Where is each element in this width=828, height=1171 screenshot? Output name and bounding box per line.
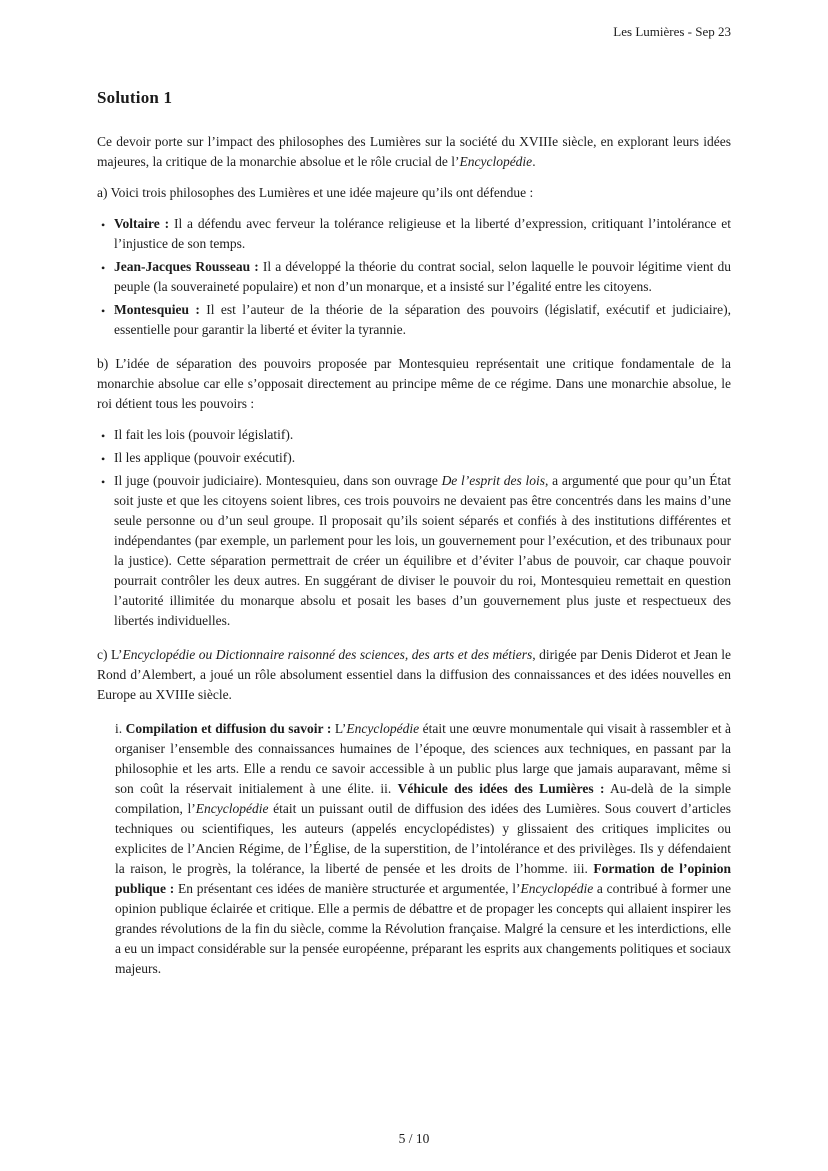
paragraph <box>97 354 731 414</box>
text-segment: Au-delà de la simple compilation, l’ <box>115 781 731 816</box>
bullet-list <box>97 214 731 340</box>
text-segment: , a argumenté que pour qu’un État soit juste et que les citoyens soient libres, ces trois pouvoirs ne devaient pas être concentrés dans les mains d’une seule personne ou d’un seul groupe. Il proposait qu’ils soient séparés et confiés à des institutions différentes et indépendantes (par exemple, un parlement pour les lois, un gouvernement pour l’exécution, et des tribunaux pour la justice). Cette séparation permettrait de créer un équilibre et d’éviter l’abus de pouvoir, car chaque pouvoir pourrait contrôler les deux autres. En suggérant de diviser le pouvoir du roi, Montesquieu remettait en question l’autorité illimitée du monarque absolu et posait les bases d’un gouvernement plus juste et respectueux des libertés individuelles. <box>114 473 731 628</box>
list-item <box>97 425 731 445</box>
list-item <box>97 300 731 340</box>
paragraph <box>97 183 731 203</box>
italic-text-segment: Encyclopédie ou Dictionnaire raisonné des sciences, des arts et des métiers <box>122 647 533 662</box>
text-segment: Il les applique (pouvoir exécutif). <box>114 450 296 465</box>
text-segment: a) Voici trois philosophes des Lumières et une idée majeure qu’ils ont défendue : <box>97 185 534 200</box>
italic-text-segment: De l’esprit des lois <box>441 473 546 488</box>
text-segment: Il a défendu avec ferveur la tolérance religieuse et la liberté d’expression, critiquant l’intolérance et l’injustice de son temps. <box>114 216 731 251</box>
paragraph <box>97 645 731 705</box>
header-running-title: Les Lumières - Sep 23 <box>613 24 731 39</box>
bullet-list <box>97 425 731 631</box>
list-item <box>97 471 731 631</box>
text-segment: b) L’idée de séparation des pouvoirs proposée par Montesquieu représentait une critique fondamentale de la monarchie absolue car elle s’opposait directement au principe même de ce régime. Dans une monarchie absolue, le roi détient tous les pouvoirs : <box>97 356 731 411</box>
page-number: 5 / 10 <box>398 1131 430 1146</box>
text-segment: était une œuvre monumentale qui visait à rassembler et à organiser l’ensemble des connaissances humaines de l’époque, des sciences aux techniques, en passant par la philosophie et les arts. Elle a rendu ce savoir accessible à un public plus large que jamais auparavant, même si son coût la réservait initialement à une élite. ii. <box>115 721 731 796</box>
document-body <box>97 132 731 979</box>
document-content <box>97 88 731 990</box>
page-footer <box>0 1131 828 1147</box>
italic-text-segment: Encyclopédie <box>195 801 269 816</box>
text-segment: En présentant ces idées de manière structurée et argumentée, l’ <box>174 881 521 896</box>
italic-text-segment: Encyclopédie <box>520 881 594 896</box>
page-header <box>97 24 731 40</box>
text-segment: . <box>532 154 536 169</box>
text-segment: i. <box>115 721 126 736</box>
bold-text-segment: Véhicule des idées des Lumières : <box>397 781 605 796</box>
list-item <box>97 448 731 468</box>
list-item <box>97 214 731 254</box>
bold-text-segment: Jean-Jacques Rousseau : <box>114 259 259 274</box>
bold-text-segment: Montesquieu : <box>114 302 200 317</box>
italic-text-segment: Encyclopédie <box>459 154 533 169</box>
list-item <box>97 257 731 297</box>
bold-text-segment: Voltaire : <box>114 216 170 231</box>
indented-paragraph <box>115 719 731 979</box>
bold-text-segment: Formation de l’opinion publique : <box>115 861 732 896</box>
text-segment: Il fait les lois (pouvoir législatif). <box>114 427 294 442</box>
text-segment: était un puissant outil de diffusion des idées des Lumières. Sous couvert d’articles techniques ou scientifiques, les auteurs (appelés encyclopédistes) y glissaient des critiques implicites ou explicites de l’Ancien Régime, de l’Église, de la superstition, de l’intolérance et des privilèges. Ils y défendaient la raison, le progrès, la tolérance, la liberté de pensée et les droits de l’homme. iii. <box>115 801 731 876</box>
text-segment: L’ <box>331 721 347 736</box>
text-segment: c) L’ <box>97 647 123 662</box>
page-title: Solution 1 <box>97 88 173 107</box>
text-segment: Il a développé la théorie du contrat social, selon laquelle le pouvoir légitime vient du peuple (la souveraineté populaire) et non d’un monarque, et a insisté sur l’égalité entre les citoyens. <box>114 259 731 294</box>
text-segment: Il est l’auteur de la théorie de la séparation des pouvoirs (législatif, exécutif et judiciaire), essentielle pour garantir la liberté et éviter la tyrannie. <box>114 302 731 337</box>
paragraph <box>97 132 731 172</box>
bold-text-segment: Compilation et diffusion du savoir : <box>125 721 332 736</box>
text-segment: , dirigée par Denis Diderot et Jean le Rond d’Alembert, a joué un rôle absolument essentiel dans la diffusion des connaissances et des idées nouvelles en Europe au XVIIIe siècle. <box>97 647 731 702</box>
text-segment: Il juge (pouvoir judiciaire). Montesquieu, dans son ouvrage <box>114 473 442 488</box>
text-segment: Ce devoir porte sur l’impact des philosophes des Lumières sur la société du XVIIIe siècle, en explorant leurs idées majeures, la critique de la monarchie absolue et le rôle crucial de l’ <box>97 134 731 169</box>
text-segment: a contribué à former une opinion publique éclairée et critique. Elle a permis de débattre et de propager les concepts qui allaient inspirer les grandes révolutions de la fin du siècle, comme la Révolution française. Malgré la censure et les interdictions, elle a eu un impact considérable sur la pensée européenne, préparant les esprits aux changements politiques et sociaux majeurs. <box>115 881 732 976</box>
italic-text-segment: Encyclopédie <box>346 721 420 736</box>
